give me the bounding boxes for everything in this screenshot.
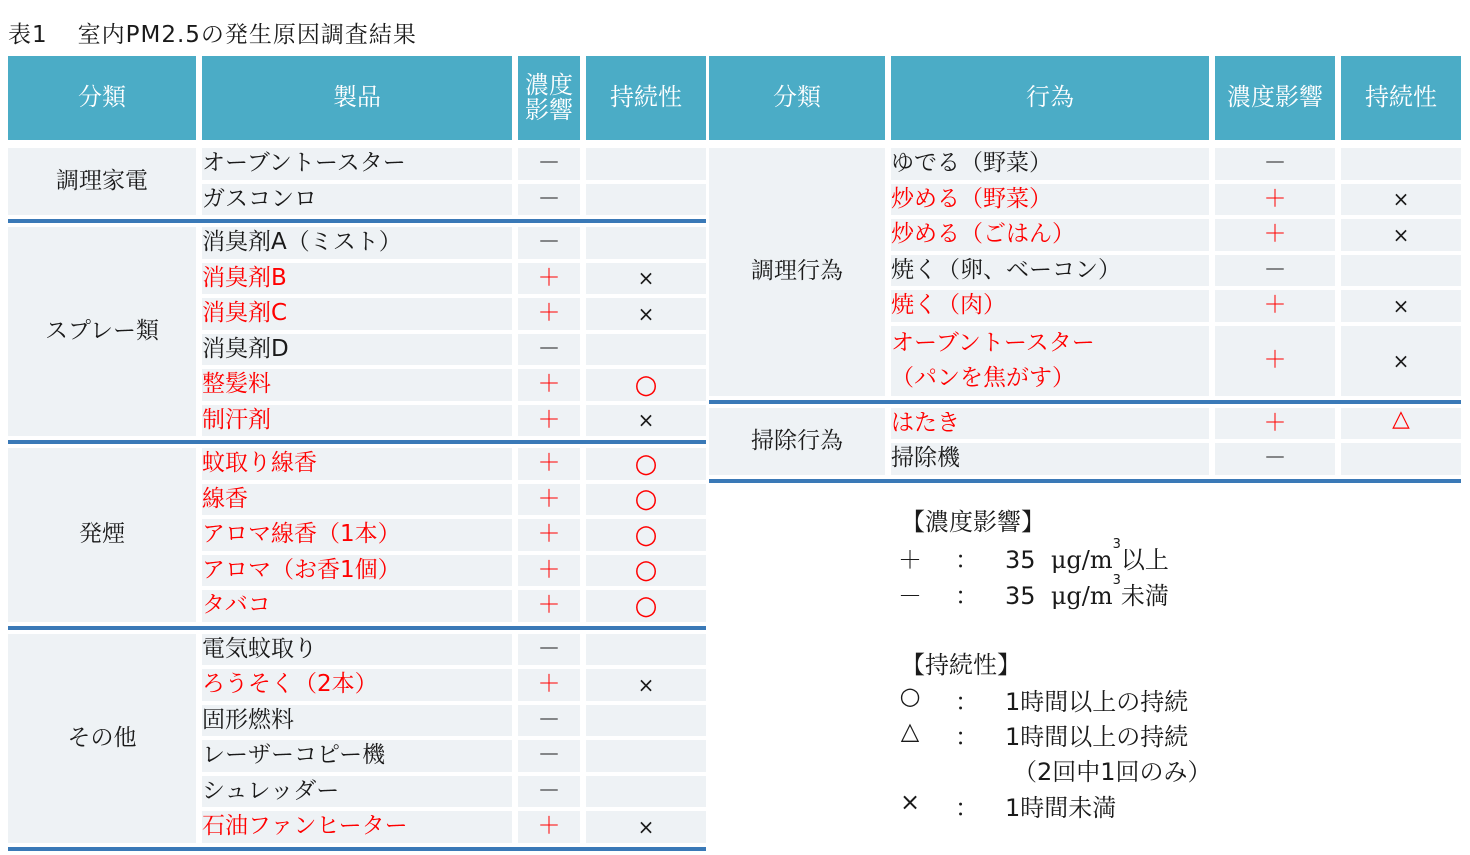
duration-mark: ○ [586, 484, 706, 516]
item-name: 掃除機 [891, 443, 1209, 475]
right-header-category: 分類 [709, 56, 885, 140]
duration-mark [586, 740, 706, 772]
duration-mark: ○ [586, 369, 706, 401]
group-separator [709, 400, 1461, 404]
duration-mark [586, 634, 706, 666]
concentration-mark: － [1215, 148, 1335, 180]
item-name: 消臭剤A（ミスト） [202, 227, 512, 259]
right-header-duration: 持続性 [1341, 56, 1461, 140]
concentration-mark: ＋ [1215, 408, 1335, 440]
item-name: 焼く（卵、ベーコン） [891, 255, 1209, 287]
concentration-mark: － [518, 184, 580, 216]
concentration-mark: － [518, 227, 580, 259]
group-name: 調理行為 [709, 148, 885, 396]
duration-mark: × [1341, 219, 1461, 251]
group-name: スプレー類 [8, 227, 196, 436]
table-row [8, 227, 706, 259]
right-header-concentration: 濃度影響 [1215, 56, 1335, 140]
concentration-mark: ＋ [518, 298, 580, 330]
duration-mark [1341, 443, 1461, 475]
duration-mark: × [586, 263, 706, 295]
item-name: タバコ [202, 590, 512, 622]
right-table [703, 52, 1467, 487]
item-name: 消臭剤B [202, 263, 512, 295]
item-name: 炒める（ごはん） [891, 219, 1209, 251]
concentration-mark: ＋ [518, 369, 580, 401]
duration-mark [586, 705, 706, 737]
concentration-mark: ＋ [1215, 219, 1335, 251]
duration-mark [586, 227, 706, 259]
concentration-mark: － [518, 634, 580, 666]
duration-mark: × [1341, 326, 1461, 396]
duration-mark: × [586, 811, 706, 843]
concentration-mark: ＋ [518, 519, 580, 551]
item-name: 焼く（肉） [891, 290, 1209, 322]
concentration-mark: － [518, 705, 580, 737]
duration-mark: △ [1341, 408, 1461, 440]
table-row [8, 448, 706, 480]
group-separator [8, 626, 706, 630]
item-name: 消臭剤D [202, 334, 512, 366]
table-row [709, 408, 1461, 440]
table-bottom-border [709, 479, 1461, 483]
concentration-mark: ＋ [518, 405, 580, 437]
duration-mark [586, 776, 706, 808]
item-name: 電気蚊取り [202, 634, 512, 666]
duration-mark: × [586, 405, 706, 437]
left-header-concentration: 濃度影響 [518, 56, 580, 140]
group-separator [8, 440, 706, 444]
item-name: シュレッダー [202, 776, 512, 808]
duration-mark: ○ [586, 519, 706, 551]
item-name: 制汗剤 [202, 405, 512, 437]
item-name: アロマ線香（1本） [202, 519, 512, 551]
concentration-mark: ＋ [518, 590, 580, 622]
item-name: ろうそく（2本） [202, 669, 512, 701]
item-name: 石油ファンヒーター [202, 811, 512, 843]
group-name: 掃除行為 [709, 408, 885, 475]
concentration-mark: ＋ [1215, 290, 1335, 322]
duration-mark [1341, 255, 1461, 287]
table-row [8, 634, 706, 666]
concentration-mark: ＋ [1215, 326, 1335, 396]
item-name: 整髪料 [202, 369, 512, 401]
caption-label: 表1 [8, 22, 48, 48]
group-name: その他 [8, 634, 196, 843]
group-name: 発煙 [8, 448, 196, 622]
legend-duration-title: 【持続性】 [901, 651, 1021, 679]
table-bottom-border [8, 847, 706, 851]
concentration-mark: ＋ [518, 263, 580, 295]
group-separator [8, 219, 706, 223]
duration-mark: × [1341, 184, 1461, 216]
duration-mark [1341, 148, 1461, 180]
item-name: ゆでる（野菜） [891, 148, 1209, 180]
concentration-mark: － [518, 334, 580, 366]
right-header-action: 行為 [891, 56, 1209, 140]
legend-concentration-title: 【濃度影響】 [901, 508, 1045, 536]
table-row [8, 148, 706, 180]
left-header-duration: 持続性 [586, 56, 706, 140]
table-row [709, 148, 1461, 180]
concentration-mark: － [1215, 255, 1335, 287]
item-name: オーブントースター [202, 148, 512, 180]
concentration-mark: ＋ [518, 555, 580, 587]
duration-mark [586, 334, 706, 366]
concentration-mark: ＋ [518, 811, 580, 843]
group-name: 調理家電 [8, 148, 196, 215]
item-name: 固形燃料 [202, 705, 512, 737]
concentration-mark: ＋ [518, 669, 580, 701]
concentration-mark: － [518, 776, 580, 808]
item-name: オーブントースター （パンを焦がす） [891, 326, 1209, 396]
concentration-mark: ＋ [518, 448, 580, 480]
duration-mark: ○ [586, 448, 706, 480]
concentration-mark: － [518, 740, 580, 772]
left-header-product: 製品 [202, 56, 512, 140]
item-name: はたき [891, 408, 1209, 440]
duration-mark: × [1341, 290, 1461, 322]
item-name: アロマ（お香1個） [202, 555, 512, 587]
duration-mark: × [586, 298, 706, 330]
concentration-mark: － [518, 148, 580, 180]
duration-mark [586, 184, 706, 216]
duration-mark [586, 148, 706, 180]
caption-text: 室内PM2.5の発生原因調査結果 [77, 22, 417, 48]
item-name: 消臭剤C [202, 298, 512, 330]
item-name: 炒める（野菜） [891, 184, 1209, 216]
table-caption [8, 16, 417, 49]
concentration-mark: ＋ [1215, 184, 1335, 216]
concentration-mark: ＋ [518, 484, 580, 516]
concentration-mark: － [1215, 443, 1335, 475]
item-name: 蚊取り線香 [202, 448, 512, 480]
item-name: レーザーコピー機 [202, 740, 512, 772]
duration-mark: ○ [586, 555, 706, 587]
duration-mark: × [586, 669, 706, 701]
item-name: 線香 [202, 484, 512, 516]
item-name: ガスコンロ [202, 184, 512, 216]
left-table [2, 52, 712, 855]
duration-mark: ○ [586, 590, 706, 622]
left-header-category: 分類 [8, 56, 196, 140]
